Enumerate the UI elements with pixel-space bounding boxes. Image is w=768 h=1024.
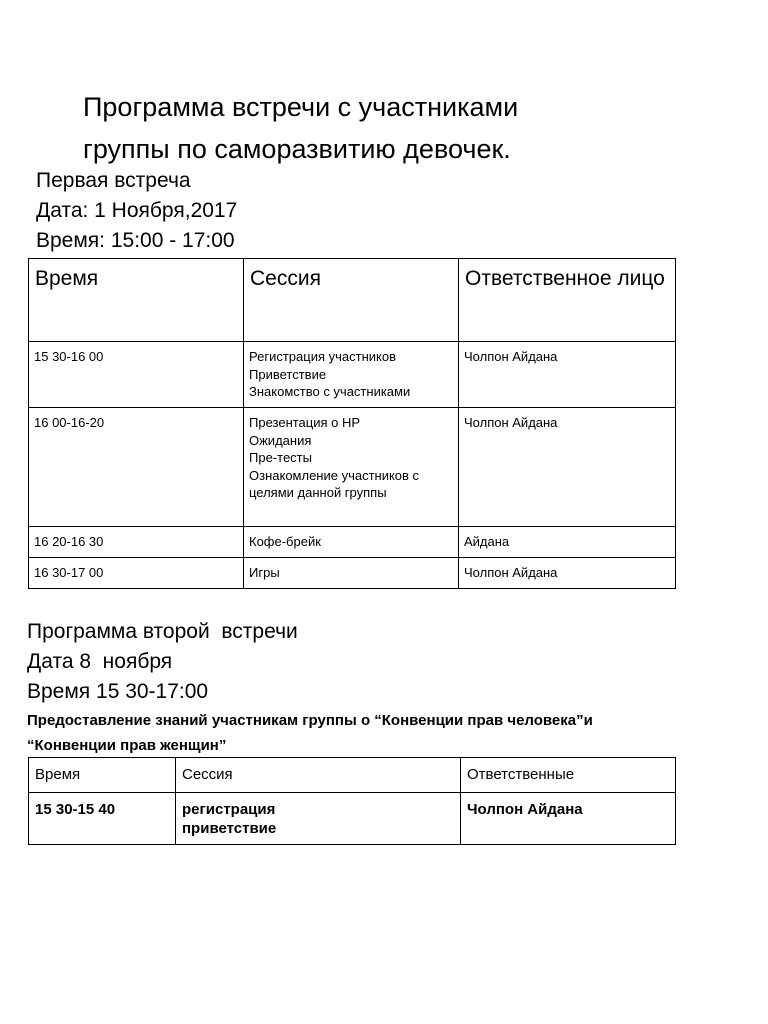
row-session bbox=[244, 408, 459, 527]
description-line-1: Предоставление знаний участникам группы о “Конвенции прав человека”и bbox=[27, 712, 593, 729]
row-time: 16 00-16-20 bbox=[29, 408, 244, 527]
header-responsible: Ответственное лицо bbox=[459, 259, 676, 342]
session-line: Знакомство с участниками bbox=[249, 384, 411, 399]
header-session: Сессия bbox=[244, 259, 459, 342]
table-row bbox=[29, 558, 676, 589]
title-line-2: группы по саморазвитию девочек. bbox=[83, 134, 511, 164]
table-row bbox=[29, 342, 676, 408]
row-responsible: Айдана bbox=[459, 527, 676, 558]
row-session bbox=[244, 527, 459, 558]
header-session: Сессия bbox=[176, 758, 461, 793]
table-row bbox=[29, 527, 676, 558]
row-time: 15 30-16 00 bbox=[29, 342, 244, 408]
meeting1-time: Время: 15:00 - 17:00 bbox=[36, 229, 235, 252]
meeting2-time: Время 15 30-17:00 bbox=[27, 680, 209, 703]
table-row bbox=[29, 793, 676, 845]
meeting1-info bbox=[36, 166, 237, 256]
table-row bbox=[29, 408, 676, 527]
document-title bbox=[83, 86, 518, 170]
session-line: Игры bbox=[249, 565, 280, 580]
session-line: Пре-тесты bbox=[249, 450, 312, 465]
meeting1-date: Дата: 1 Ноября,2017 bbox=[36, 199, 238, 222]
row-responsible: Чолпон Айдана bbox=[459, 558, 676, 589]
session-line: Презентация о HP bbox=[249, 415, 361, 430]
session-line: Регистрация участников bbox=[249, 349, 396, 364]
header-time: Время bbox=[29, 259, 244, 342]
row-responsible: Чолпон Айдана bbox=[461, 793, 676, 845]
header-time: Время bbox=[29, 758, 176, 793]
meeting1-name: Первая встреча bbox=[36, 169, 191, 192]
meeting2-info bbox=[27, 617, 298, 707]
row-responsible: Чолпон Айдана bbox=[459, 408, 676, 527]
session-line: Ожидания bbox=[249, 432, 312, 448]
row-time: 16 30-17 00 bbox=[29, 558, 244, 589]
meeting2-date: Дата 8 ноября bbox=[27, 650, 173, 673]
table-header-row bbox=[29, 259, 676, 342]
session-line: регистрация bbox=[182, 801, 276, 818]
row-session bbox=[244, 342, 459, 408]
meeting2-schedule-table bbox=[28, 757, 676, 845]
session-line: Приветствие bbox=[249, 366, 327, 382]
row-responsible: Чолпон Айдана bbox=[459, 342, 676, 408]
row-time: 16 20-16 30 bbox=[29, 527, 244, 558]
meeting1-schedule-table bbox=[28, 258, 676, 589]
table-header-row bbox=[29, 758, 676, 793]
session-line: целями данной группы bbox=[249, 485, 387, 500]
session-line: Кофе-брейк bbox=[249, 534, 321, 549]
title-line-1: Программа встречи с участниками bbox=[83, 92, 519, 122]
row-session bbox=[176, 793, 461, 845]
header-responsible: Ответственные bbox=[461, 758, 676, 793]
session-line: приветствие bbox=[182, 820, 277, 837]
meeting2-description bbox=[27, 708, 727, 758]
description-line-2: “Конвенции прав женщин” bbox=[27, 737, 227, 754]
session-line: Ознакомление участников с bbox=[249, 467, 420, 483]
row-session bbox=[244, 558, 459, 589]
row-time: 15 30-15 40 bbox=[29, 793, 176, 845]
meeting2-name: Программа второй встречи bbox=[27, 620, 298, 643]
